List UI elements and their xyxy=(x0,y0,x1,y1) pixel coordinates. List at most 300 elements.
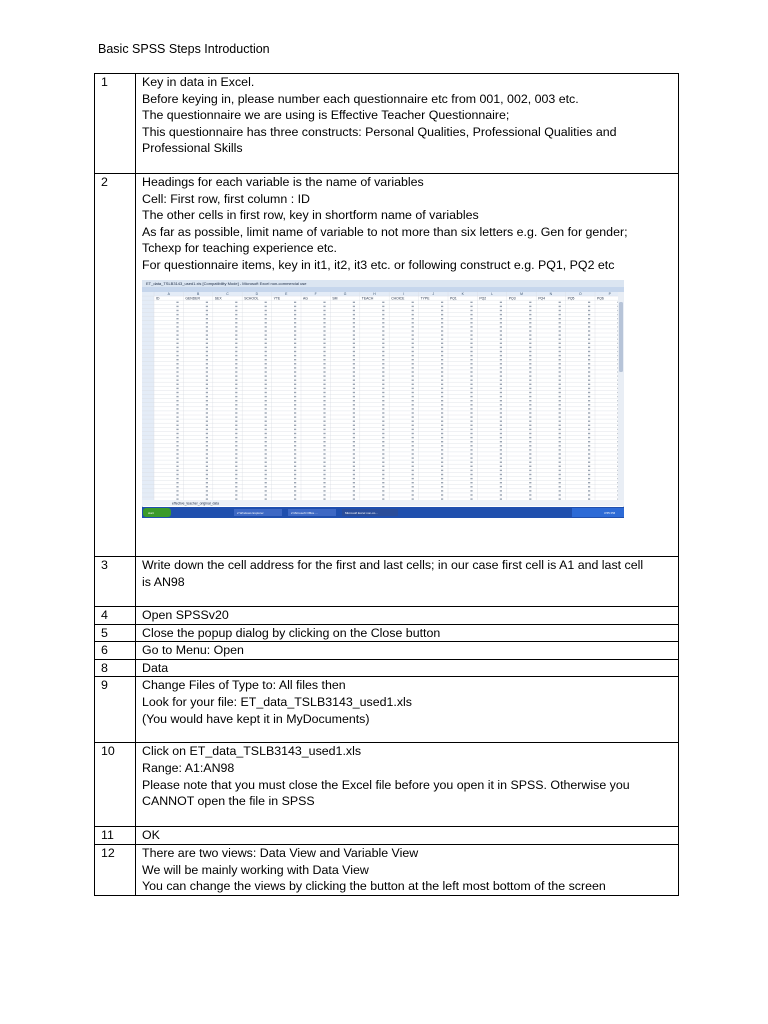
cell-value-mark xyxy=(559,354,561,355)
cell-value-mark xyxy=(500,490,502,491)
cell-value-mark xyxy=(588,350,590,351)
cell-value-mark xyxy=(441,498,443,499)
cell-value-mark xyxy=(588,420,590,421)
cell-value-mark xyxy=(294,338,296,339)
step-line: Please note that you must close the Excel file before you open it in SPSS. Otherwise you xyxy=(142,777,630,792)
cell-value-mark xyxy=(382,383,384,384)
cell-value-mark xyxy=(176,367,178,368)
cell-value-mark xyxy=(323,342,325,343)
cell-value-mark xyxy=(500,404,502,405)
cell-value-mark xyxy=(206,363,208,364)
column-letter[interactable]: D xyxy=(255,291,259,296)
step-number: 4 xyxy=(95,607,136,625)
cell-value-mark xyxy=(323,445,325,446)
cell-value-mark xyxy=(235,453,237,454)
cell-value-mark xyxy=(559,363,561,364)
cell-value-mark xyxy=(529,309,531,310)
cell-value-mark xyxy=(382,305,384,306)
cell-value-mark xyxy=(529,379,531,380)
cell-value-mark xyxy=(235,342,237,343)
cell-value-mark xyxy=(176,482,178,483)
cell-value-mark xyxy=(588,477,590,478)
cell-value-mark xyxy=(353,342,355,343)
cell-value-mark xyxy=(559,326,561,327)
cell-value-mark xyxy=(206,354,208,355)
cell-value-mark xyxy=(529,305,531,306)
cell-value-mark xyxy=(412,445,414,446)
step-line: (You would have kept it in MyDocuments) xyxy=(142,711,370,726)
cell-value-mark xyxy=(500,395,502,396)
cell-value-mark xyxy=(500,473,502,474)
field-header-cell[interactable]: PQ2 xyxy=(479,295,487,300)
cell-value-mark xyxy=(382,477,384,478)
cell-value-mark xyxy=(353,313,355,314)
cell-value-mark xyxy=(235,404,237,405)
cell-value-mark xyxy=(176,346,178,347)
cell-value-mark xyxy=(353,346,355,347)
field-header-cell[interactable]: SCHOOL xyxy=(244,295,259,300)
cell-value-mark xyxy=(441,338,443,339)
cell-value-mark xyxy=(412,404,414,405)
cell-value-mark xyxy=(206,326,208,327)
cell-value-mark xyxy=(441,494,443,495)
cell-value-mark xyxy=(500,346,502,347)
cell-value-mark xyxy=(559,400,561,401)
cell-value-mark xyxy=(353,432,355,433)
cell-value-mark xyxy=(588,461,590,462)
cell-value-mark xyxy=(412,428,414,429)
step-number: 6 xyxy=(95,642,136,660)
cell-value-mark xyxy=(353,305,355,306)
cell-value-mark xyxy=(176,334,178,335)
cell-value-mark xyxy=(323,424,325,425)
cell-value-mark xyxy=(206,453,208,454)
cell-value-mark xyxy=(206,445,208,446)
cell-value-mark xyxy=(265,334,267,335)
cell-value-mark xyxy=(412,395,414,396)
cell-value-mark xyxy=(441,330,443,331)
cell-value-mark xyxy=(265,301,267,302)
cell-value-mark xyxy=(294,498,296,499)
cell-value-mark xyxy=(412,498,414,499)
cell-value-mark xyxy=(176,305,178,306)
cell-value-mark xyxy=(412,309,414,310)
cell-value-mark xyxy=(441,453,443,454)
cell-value-mark xyxy=(441,449,443,450)
field-header-cell[interactable]: PQ3 xyxy=(508,295,516,300)
cell-value-mark xyxy=(441,354,443,355)
cell-value-mark xyxy=(500,453,502,454)
cell-value-mark xyxy=(353,387,355,388)
cell-value-mark xyxy=(294,486,296,487)
column-letter[interactable]: H xyxy=(373,291,376,296)
cell-value-mark xyxy=(265,486,267,487)
cell-value-mark xyxy=(529,412,531,413)
cell-value-mark xyxy=(529,350,531,351)
column-letter[interactable]: J xyxy=(432,291,435,296)
cell-value-mark xyxy=(176,420,178,421)
cell-value-mark xyxy=(470,330,472,331)
step-line: is AN98 xyxy=(142,574,185,589)
cell-value-mark xyxy=(382,326,384,327)
cell-value-mark xyxy=(206,486,208,487)
field-header-cell[interactable]: CHOICE xyxy=(391,295,405,300)
cell-value-mark xyxy=(176,387,178,388)
cell-value-mark xyxy=(353,473,355,474)
cell-value-mark xyxy=(353,477,355,478)
step-row-3 xyxy=(95,557,679,607)
field-header-cell[interactable]: YTE xyxy=(273,295,281,300)
cell-value-mark xyxy=(529,424,531,425)
column-letter[interactable]: C xyxy=(226,291,229,296)
cell-value-mark xyxy=(412,359,414,360)
cell-value-mark xyxy=(470,477,472,478)
cell-value-mark xyxy=(588,367,590,368)
field-header-cell[interactable]: SEX xyxy=(214,295,222,300)
cell-value-mark xyxy=(588,395,590,396)
cell-value-mark xyxy=(235,449,237,450)
cell-value-mark xyxy=(470,387,472,388)
cell-value-mark xyxy=(294,346,296,347)
cell-value-mark xyxy=(294,404,296,405)
cell-value-mark xyxy=(176,383,178,384)
cell-value-mark xyxy=(441,482,443,483)
cell-value-mark xyxy=(529,387,531,388)
cell-value-mark xyxy=(470,326,472,327)
cell-value-mark xyxy=(500,371,502,372)
cell-value-mark xyxy=(470,428,472,429)
cell-value-mark xyxy=(206,375,208,376)
column-letter[interactable]: B xyxy=(196,291,200,296)
field-header-cell[interactable]: TEACH xyxy=(361,295,374,300)
cell-value-mark xyxy=(529,346,531,347)
cell-value-mark xyxy=(294,449,296,450)
cell-value-mark xyxy=(206,379,208,380)
cell-value-mark xyxy=(529,482,531,483)
cell-value-mark xyxy=(235,420,237,421)
cell-value-mark xyxy=(559,453,561,454)
cell-value-mark xyxy=(382,322,384,323)
step-number: 1 xyxy=(95,74,136,174)
cell-value-mark xyxy=(412,367,414,368)
cell-value-mark xyxy=(176,477,178,478)
cell-value-mark xyxy=(294,465,296,466)
cell-value-mark xyxy=(412,301,414,302)
column-letter[interactable]: K xyxy=(461,291,464,296)
cell-value-mark xyxy=(441,412,443,413)
cell-value-mark xyxy=(323,469,325,470)
cell-value-mark xyxy=(235,482,237,483)
cell-value-mark xyxy=(441,420,443,421)
cell-value-mark xyxy=(559,412,561,413)
cell-value-mark xyxy=(206,490,208,491)
cell-value-mark xyxy=(559,334,561,335)
cell-value-mark xyxy=(559,416,561,417)
cell-value-mark xyxy=(323,301,325,302)
cell-value-mark xyxy=(382,445,384,446)
cell-value-mark xyxy=(323,494,325,495)
cell-value-mark xyxy=(470,445,472,446)
field-header-cell[interactable]: PQ6 xyxy=(597,295,604,300)
cell-value-mark xyxy=(323,420,325,421)
cell-value-mark xyxy=(235,322,237,323)
cell-value-mark xyxy=(382,371,384,372)
cell-value-mark xyxy=(294,334,296,335)
column-letter[interactable]: A xyxy=(167,291,170,296)
column-letter[interactable]: F xyxy=(314,291,317,296)
cell-value-mark xyxy=(441,318,443,319)
cell-value-mark xyxy=(412,375,414,376)
cell-value-mark xyxy=(353,428,355,429)
cell-value-mark xyxy=(441,465,443,466)
cell-value-mark xyxy=(559,395,561,396)
cell-value-mark xyxy=(176,326,178,327)
cell-value-mark xyxy=(382,309,384,310)
cell-value-mark xyxy=(529,354,531,355)
cell-value-mark xyxy=(294,469,296,470)
cell-value-mark xyxy=(470,391,472,392)
cell-value-mark xyxy=(265,371,267,372)
cell-value-mark xyxy=(441,305,443,306)
field-header-cell[interactable]: PQ1 xyxy=(450,295,457,300)
cell-value-mark xyxy=(500,436,502,437)
cell-value-mark xyxy=(529,363,531,364)
cell-value-mark xyxy=(353,359,355,360)
cell-value-mark xyxy=(206,461,208,462)
cell-value-mark xyxy=(235,350,237,351)
cell-value-mark xyxy=(559,449,561,450)
cell-value-mark xyxy=(441,436,443,437)
cell-value-mark xyxy=(470,383,472,384)
cell-value-mark xyxy=(470,469,472,470)
cell-value-mark xyxy=(559,375,561,376)
cell-value-mark xyxy=(529,400,531,401)
cell-value-mark xyxy=(176,404,178,405)
cell-value-mark xyxy=(470,313,472,314)
cell-value-mark xyxy=(588,482,590,483)
cell-value-mark xyxy=(470,412,472,413)
cell-value-mark xyxy=(235,330,237,331)
cell-value-mark xyxy=(588,441,590,442)
cell-value-mark xyxy=(206,334,208,335)
cell-value-mark xyxy=(559,387,561,388)
cell-value-mark xyxy=(235,309,237,310)
cell-value-mark xyxy=(382,424,384,425)
cell-value-mark xyxy=(235,469,237,470)
cell-value-mark xyxy=(294,477,296,478)
cell-value-mark xyxy=(559,473,561,474)
cell-value-mark xyxy=(176,359,178,360)
cell-value-mark xyxy=(382,330,384,331)
cell-value-mark xyxy=(470,494,472,495)
cell-value-mark xyxy=(529,473,531,474)
cell-value-mark xyxy=(412,408,414,409)
cell-value-mark xyxy=(323,490,325,491)
cell-value-mark xyxy=(265,330,267,331)
column-letter[interactable]: P xyxy=(608,291,611,296)
cell-value-mark xyxy=(235,477,237,478)
cell-value-mark xyxy=(559,428,561,429)
cell-value-mark xyxy=(500,363,502,364)
cell-value-mark xyxy=(294,490,296,491)
cell-value-mark xyxy=(441,309,443,310)
cell-value-mark xyxy=(441,301,443,302)
cell-value-mark xyxy=(265,342,267,343)
field-header-cell[interactable]: TYPE xyxy=(420,295,430,300)
step-line: Cell: First row, first column : ID xyxy=(142,191,310,206)
cell-value-mark xyxy=(235,334,237,335)
column-letter[interactable]: I xyxy=(403,291,405,296)
cell-value-mark xyxy=(470,375,472,376)
cell-value-mark xyxy=(412,482,414,483)
column-letter[interactable]: N xyxy=(549,291,553,296)
cell-value-mark xyxy=(176,436,178,437)
cell-value-mark xyxy=(206,309,208,310)
cell-value-mark xyxy=(588,342,590,343)
cell-value-mark xyxy=(500,326,502,327)
cell-value-mark xyxy=(206,494,208,495)
cell-value-mark xyxy=(588,404,590,405)
cell-value-mark xyxy=(529,330,531,331)
cell-value-mark xyxy=(265,383,267,384)
cell-value-mark xyxy=(294,371,296,372)
cell-value-mark xyxy=(588,346,590,347)
cell-value-mark xyxy=(500,486,502,487)
cell-value-mark xyxy=(235,490,237,491)
steps-table xyxy=(94,73,679,896)
cell-value-mark xyxy=(588,359,590,360)
cell-value-mark xyxy=(588,305,590,306)
cell-value-mark xyxy=(294,424,296,425)
cell-value-mark xyxy=(294,432,296,433)
cell-value-mark xyxy=(441,477,443,478)
cell-value-mark xyxy=(441,375,443,376)
cell-value-mark xyxy=(265,473,267,474)
cell-value-mark xyxy=(500,420,502,421)
cell-value-mark xyxy=(382,453,384,454)
cell-value-mark xyxy=(382,461,384,462)
cell-value-mark xyxy=(412,363,414,364)
cell-value-mark xyxy=(206,367,208,368)
cell-value-mark xyxy=(500,469,502,470)
cell-value-mark xyxy=(206,301,208,302)
cell-value-mark xyxy=(176,498,178,499)
cell-value-mark xyxy=(294,359,296,360)
step-line: There are two views: Data View and Variable View xyxy=(142,845,419,860)
cell-value-mark xyxy=(265,424,267,425)
cell-value-mark xyxy=(470,486,472,487)
cell-value-mark xyxy=(412,436,414,437)
cell-value-mark xyxy=(382,387,384,388)
cell-value-mark xyxy=(235,318,237,319)
cell-value-mark xyxy=(265,445,267,446)
column-letter[interactable]: E xyxy=(285,291,288,296)
cell-value-mark xyxy=(206,313,208,314)
scrollbar-thumb[interactable] xyxy=(619,302,623,372)
column-letter[interactable]: L xyxy=(491,291,494,296)
cell-value-mark xyxy=(412,432,414,433)
cell-value-mark xyxy=(588,486,590,487)
column-letter[interactable]: O xyxy=(578,291,582,296)
cell-value-mark xyxy=(412,400,414,401)
cell-value-mark xyxy=(588,432,590,433)
cell-value-mark xyxy=(176,432,178,433)
cell-value-mark xyxy=(323,350,325,351)
cell-value-mark xyxy=(382,334,384,335)
column-letter[interactable]: G xyxy=(343,291,347,296)
cell-value-mark xyxy=(529,313,531,314)
cell-value-mark xyxy=(265,395,267,396)
cell-value-mark xyxy=(323,330,325,331)
field-header-cell[interactable]: PQ4 xyxy=(538,295,545,300)
field-header-cell[interactable]: GENDER xyxy=(185,295,200,300)
cell-value-mark xyxy=(588,379,590,380)
cell-value-mark xyxy=(265,322,267,323)
cell-value-mark xyxy=(353,461,355,462)
cell-value-mark xyxy=(529,432,531,433)
cell-value-mark xyxy=(323,375,325,376)
cell-value-mark xyxy=(353,453,355,454)
excel-screenshot xyxy=(142,280,624,518)
cell-value-mark xyxy=(176,379,178,380)
step-line: You can change the views by clicking the button at the left most bottom of the screen xyxy=(142,879,606,894)
cell-value-mark xyxy=(265,326,267,327)
cell-value-mark xyxy=(500,424,502,425)
cell-value-mark xyxy=(206,428,208,429)
cell-value-mark xyxy=(294,383,296,384)
cell-value-mark xyxy=(500,354,502,355)
cell-value-mark xyxy=(323,326,325,327)
cell-value-mark xyxy=(382,482,384,483)
cell-value-mark xyxy=(588,408,590,409)
step-text xyxy=(136,642,679,660)
field-header-cell[interactable]: SM xyxy=(332,295,338,300)
cell-value-mark xyxy=(529,383,531,384)
cell-value-mark xyxy=(529,322,531,323)
cell-value-mark xyxy=(235,305,237,306)
field-header-cell[interactable]: AG xyxy=(303,295,308,300)
step-line: Key in data in Excel. xyxy=(142,75,255,89)
cell-value-mark xyxy=(323,428,325,429)
cell-value-mark xyxy=(323,408,325,409)
cell-value-mark xyxy=(294,305,296,306)
cell-value-mark xyxy=(588,457,590,458)
sheet-tab[interactable]: effective_teacher_original_data xyxy=(172,501,220,506)
cell-value-mark xyxy=(441,416,443,417)
column-letter[interactable]: M xyxy=(520,291,523,296)
cell-value-mark xyxy=(176,342,178,343)
cell-value-mark xyxy=(235,379,237,380)
cell-value-mark xyxy=(588,334,590,335)
cell-value-mark xyxy=(176,313,178,314)
cell-value-mark xyxy=(353,318,355,319)
cell-value-mark xyxy=(412,424,414,425)
cell-value-mark xyxy=(206,465,208,466)
cell-value-mark xyxy=(294,482,296,483)
cell-value-mark xyxy=(265,432,267,433)
cell-value-mark xyxy=(470,408,472,409)
cell-value-mark xyxy=(265,387,267,388)
step-line: This questionnaire has three constructs: Personal Qualities, Professional Qualities and xyxy=(142,124,617,139)
cell-value-mark xyxy=(294,313,296,314)
cell-value-mark xyxy=(441,359,443,360)
cell-value-mark xyxy=(353,408,355,409)
step-text xyxy=(136,174,679,557)
cell-value-mark xyxy=(441,490,443,491)
field-header-cell[interactable]: ID xyxy=(156,295,160,300)
field-header-cell[interactable]: PQ5 xyxy=(567,295,575,300)
cell-value-mark xyxy=(265,416,267,417)
